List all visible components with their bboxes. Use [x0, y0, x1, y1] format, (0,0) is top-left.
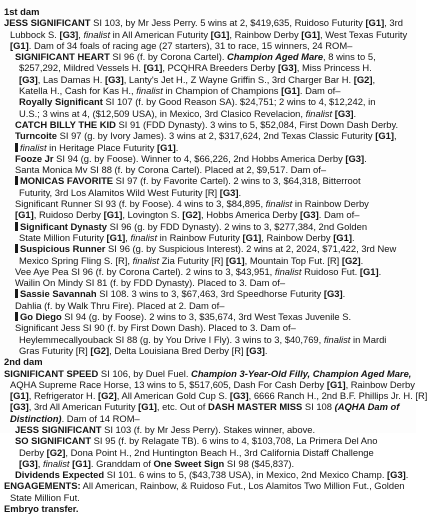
produce-line: Heylemmecallyouback SI 88 (g. by You Drive I Fly). 3 wins to 3, $40,769, finalist in Mardi	[19, 333, 387, 345]
produce-line: [G1], Ruidoso Derby [G1], Lovington S. [G2], Hobbs America Derby [G3]. Dam of–	[15, 209, 360, 221]
produce-line: Significant Jess SI 90 (f. by First Down Dash). Placed to 3. Dam of–	[15, 322, 296, 334]
produce-line: $257,292, Mildred Vessels H. [G1], PCQHRA Breeders Derby [G3], Miss Princess H.	[19, 62, 372, 74]
produce-line: Santa Monica Mv SI 88 (f. by Corona Cartel). Placed at 2, $9,517. Dam of–	[15, 164, 327, 176]
produce-line: Royally Significant SI 107 (f. by Good Reason SA). $24,751; 2 wins to 4, $12,242, in	[19, 96, 376, 108]
first-dam-heading: 1st dam	[4, 6, 40, 17]
second-dam-line: SIGNIFICANT SPEED SI 106, by Duel Fuel. Champion 3-Year-Old Filly, Champion Aged Mare,	[4, 367, 412, 379]
produce-line: Katella H., Cash for Kas H., finalist in Champion of Champions [G1]. Dam of–	[19, 85, 341, 97]
produce-line: Significant Runner SI 93 (f. by Foose). 4 wins to 3, $84,895, finalist in Rainbow Derby	[15, 198, 369, 210]
engagements-label: ENGAGEMENTS:	[4, 480, 81, 492]
second-dam-line: [G3], 3rd All American Futurity [G1], etc. Out of DASH MASTER MISS SI 108 (AQHA Dam of	[10, 401, 400, 413]
produce-line: MONICAS FAVORITE SI 97 (f. by Favorite Cartel). 2 wins to 3, $64,318, Bitterroot	[4, 175, 410, 186]
produce-line: Fooze Jr SI 94 (g. by Foose). Winner to 4, $66,226, 2nd Hobbs America Derby [G3].	[15, 152, 367, 164]
produce-line: Dahlia (f. by Walk Thru Fire). Placed at 2. Dam of–	[15, 299, 225, 311]
produce-line: Go Diego SI 94 (g. by Foose). 2 wins to 3, $35,674, 3rd West Texas Juvenile S.	[4, 311, 410, 322]
produce-line: Gras Futurity [R] [G2], Delta Louisiana Bred Derby [R] [G3].	[19, 344, 268, 356]
produce-line: SIGNIFICANT HEART SI 96 (f. by Corona Cartel). Champion Aged Mare, 8 wins to 5,	[15, 51, 376, 63]
second-dam-line: [G1], Refrigerator H. [G2], All American Gold Cup S. [G3], 6666 Ranch H., 2nd B.F. Phillips Jr. H. [R]	[10, 390, 427, 402]
produce-line: Vee Aye Pea SI 96 (f. by Corona Cartel). 2 wins to 3, $43,951, finalist Ruidoso Fut. [G1].	[15, 265, 382, 277]
produce-line: U.S.; 3 wins at 4, ($12,509 USA), in Mexico, 3rd Clasico Revelacion, finalist [G3].	[19, 107, 357, 119]
engagements-line	[4, 480, 410, 491]
produce-line: Sassie Savannah SI 108. 3 wins to 3, $67,463, 3rd Speedhorse Futurity [G3].	[4, 288, 410, 299]
second-dam-line: Distinction). Dam of 14 ROM–	[10, 412, 140, 424]
produce-line: Derby [G2], Dona Point H., 2nd Huntington Beach H., 3rd California Distaff Challenge	[19, 446, 374, 458]
second-dam-line: AQHA Supreme Race Horse, 13 wins to 5, $517,605, Dash For Cash Derby [G1], Rainbow Derby	[10, 378, 415, 390]
engagements-line: State Million Fut.	[10, 491, 80, 503]
first-dam-line: Lubbock S. [G3], finalist in All American Futurity [G1], Rainbow Derby [G1], West Texas Futurity	[10, 28, 408, 40]
produce-line: JESS SIGNIFICANT SI 103 (f. by Mr Jess Perry). Stakes winner, above.	[15, 423, 316, 435]
embryo-transfer: Embryo transfer.	[4, 503, 79, 514]
produce-line: Dividends Expected SI 101. 6 wins to 5, ($43,738 USA), in Mexico, 2nd Mexico Champ. [G3].	[15, 469, 409, 481]
produce-line: SO SIGNIFICANT SI 95 (f. by Relagate TB). 6 wins to 4, $103,708, La Primera Del Ano	[15, 435, 378, 447]
produce-line: CATCH BILLY THE KID SI 91 (FDD Dynasty). 3 wins to 5, $52,084, First Down Dash Derby.	[15, 118, 399, 130]
produce-line: Wailin On Mindy SI 81 (f. by FDD Dynasty). Placed to 3. Dam of–	[15, 277, 286, 289]
produce-line: [G3], Las Damas H. [G3], Lanty's Jet H., Z Wayne Griffin S., 3rd Charger Bar H. [G2],	[19, 73, 376, 85]
engagements-text: All American, Rainbow, & Ruidoso Fut., Los Alamitos Two Million Fut., Golden	[82, 480, 405, 492]
produce-line: Significant Dynasty SI 96 (g. by FDD Dynasty). 2 wins to 3, $277,384, 2nd Golden	[4, 221, 410, 232]
second-dam-heading: 2nd dam	[4, 356, 43, 368]
produce-line: [G3], finalist [G1]. Granddam of One Sweet Sign SI 98 ($45,837).	[19, 457, 295, 469]
first-dam-line: JESS SIGNIFICANT SI 103, by Mr Jess Perry. 5 wins at 2, $419,635, Ruidoso Futurity [G1], 3rd	[4, 17, 403, 29]
produce-line: finalist in Heritage Place Futurity [G1].	[4, 142, 410, 153]
first-dam-line: [G1]. Dam of 34 foals of racing age (27 starters), 31 to race, 15 winners, 24 ROM–	[10, 39, 353, 51]
produce-line: Turncoite SI 97 (g. by Ivory James). 3 wins at 2, $317,624, 2nd Texas Classic Futurity [G1],	[15, 130, 397, 142]
produce-line: Mexico Spring Fling S. [R], finalist Zia Futurity [R] [G1], Mountain Top Fut. [R] [G2].	[19, 254, 364, 266]
produce-line: Suspicious Runner SI 96 (g. by Suspicious Interest). 2 wins at 2, 2024, $71,422, 3rd New	[4, 243, 410, 254]
produce-line: State Million Futurity [G1], finalist in Rainbow Futurity [G1], Rainbow Derby [G1].	[19, 231, 355, 243]
produce-line: Futurity, 3rd Los Alamitos Wild West Futurity [R] [G3].	[19, 186, 242, 198]
